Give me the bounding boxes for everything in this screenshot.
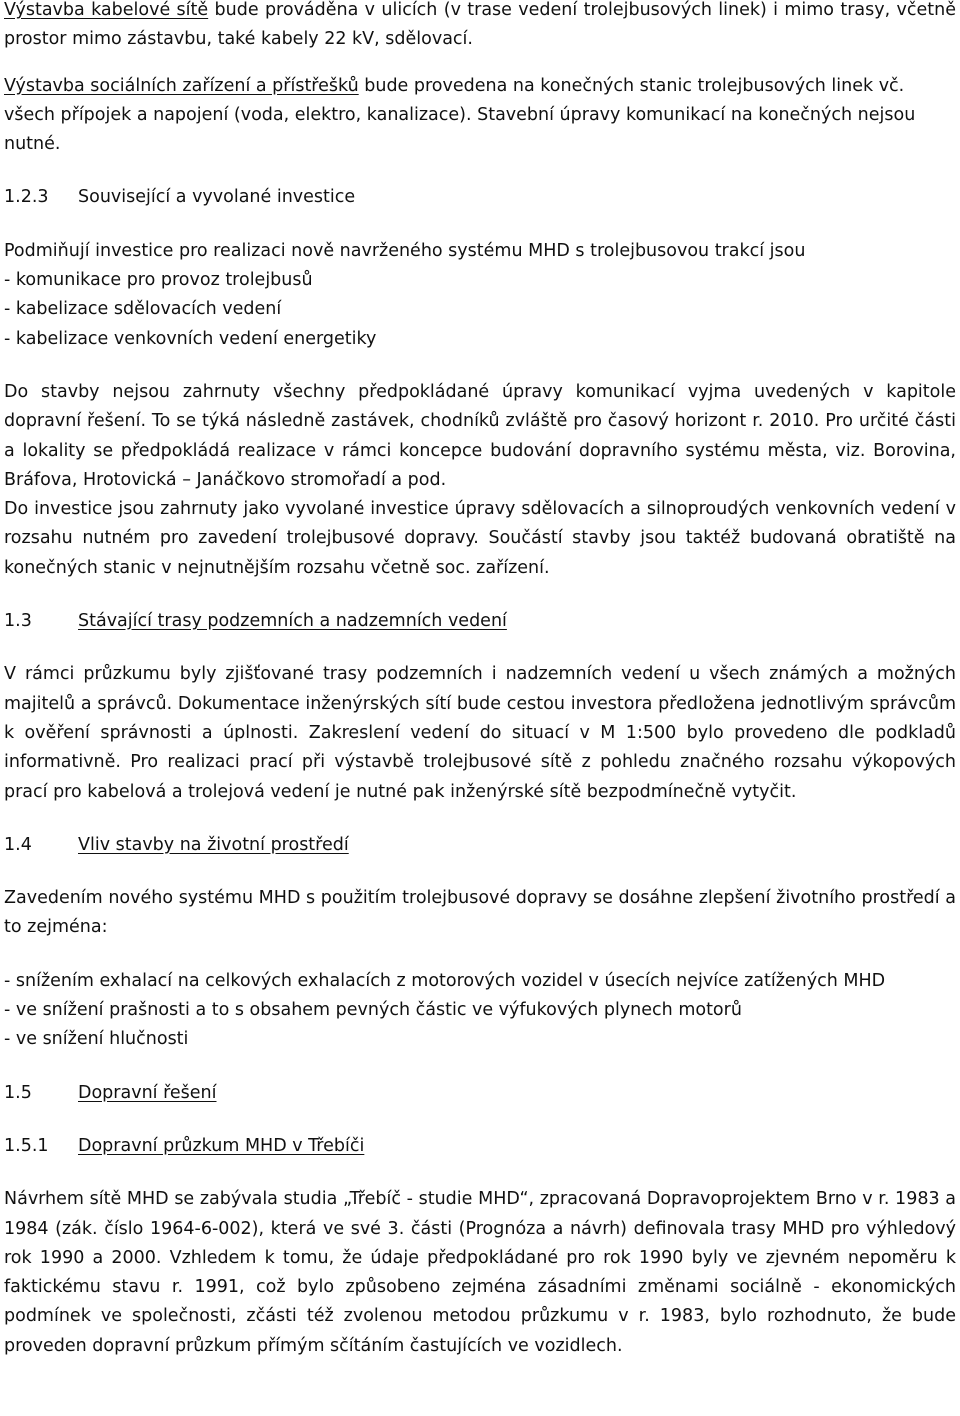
section-title: Stávající trasy podzemních a nadzemních vedení [78,611,507,632]
section-title: Dopravní řešení [78,1082,217,1103]
cable-network-term: Výstavba kabelové sítě [4,0,209,20]
section-number: 1.5.1 [4,1135,49,1156]
social-facilities-term: Výstavba sociálních zařízení a přístřešků [4,75,359,96]
social-facilities-text: bude provedena na konečných stanic trolejbusových linek vč. všech přípojek a napojení (voda, elektro, kanalizace). Stavební úpravy komunikací na konečných nejsou nutné. [4,75,916,155]
section-heading-1-4 [4,831,956,860]
environment-lead: Zavedením nového systému MHD s použitím trolejbusové dopravy se dosáhne zlepšení životního prostředí a to zejména: [4,888,956,938]
investments-paragraph-1: Do stavby nejsou zahrnuty všechny předpokládané úpravy komunikací vyjma uvedených v kapitole dopravní řešení. To se týká následně zastávek, chodníků zvláště pro časový horizont r. 2010. Pro určité části a lokality se předpokládá realizace v rámci koncepce budování dopravního systému města, viz. Borovina, Bráfova, Hrotovická – Janáčkovo stromořadí a pod. [4,381,956,490]
list-item: - komunikace pro provoz trolejbusů [4,270,313,291]
utility-routes-paragraph: V rámci průzkumu byly zjišťované trasy podzemních i nadzemních vedení u všech známých a možných majitelů a správců. Dokumentace inženýrských sítí bude cestou investora předložena jednotlivým správcům k ověření správnosti a úplnosti. Zakreslení vedení do situací v M 1:500 bylo provedeno dle podkladů informativně. Pro realizaci prací při výstavbě trolejbusové sítě z pohledu značného rozsahu výkopových prací pro kabelová a trolejová vedení je nutné pak inženýrské sítě bezpodmínečně vytyčit. [4,664,956,802]
section-title: Dopravní průzkum MHD v Třebíči [78,1135,365,1156]
intro-paragraph-social [4,72,956,160]
section-heading-1-3 [4,607,956,636]
section-number: 1.4 [4,834,32,855]
list-item: - kabelizace venkovních vedení energetiky [4,328,377,349]
list-item: - ve snížení prašnosti a to s obsahem pevných částic ve výfukových plynech motorů [4,1000,742,1021]
section-heading-1-5-1 [4,1132,956,1161]
section-number: 1.5 [4,1082,32,1103]
investments-lead: Podmiňují investice pro realizaci nově navrženého systému MHD s trolejbusovou trakcí jsou [4,240,806,261]
section-title: Vliv stavby na životní prostředí [78,834,349,855]
intro-paragraph-cable [4,0,956,55]
section-title: Související a vyvolané investice [78,187,356,208]
cable-network-text: bude prováděna v ulicích (v trase vedení trolejbusových linek) i mimo trasy, včetně prostor mimo zástavbu, také kabely 22 kV, sdělovací. [4,0,956,50]
section-number: 1.2.3 [4,187,49,208]
list-item: - snížením exhalací na celkových exhalacích z motorových vozidel v úsecích nejvíce zatížených MHD [4,970,886,991]
section-heading-1-2-3 [4,183,956,212]
section-heading-1-5 [4,1079,956,1108]
list-item: - ve snížení hlučnosti [4,1029,189,1050]
transit-survey-paragraph: Návrhem sítě MHD se zabývala studia „Třebíč - studie MHD“, zpracovaná Dopravoprojektem Brno v r. 1983 a 1984 (zák. číslo 1964-6-002), která ve své 3. části (Prognóza a návrh) definovala trasy MHD pro výhledový rok 1990 a 2000. Vzhledem k tomu, že údaje předpokládané pro rok 1990 byly ve zjevném nepoměru k faktickému stavu r. 1991, což bylo způsobeno zejména zásadními změnami sociálně - ekonomických podmínek ve společnosti, zčásti též zvolenou metodou průzkumu v r. 1983, bylo rozhodnuto, že bude proveden dopravní průzkum přímým sčítáním častujících ve vozidlech. [4,1189,956,1356]
section-number: 1.3 [4,611,32,632]
investments-paragraph-2: Do investice jsou zahrnuty jako vyvolané investice úpravy sdělovacích a silnoproudých venkovních vedení v rozsahu nutném pro zavedení trolejbusové dopravy. Součástí stavby jsou taktéž budovaná obratiště na konečných stanic v nejnutnějším rozsahu včetně soc. zařízení. [4,499,956,578]
list-item: - kabelizace sdělovacích vedení [4,299,282,320]
